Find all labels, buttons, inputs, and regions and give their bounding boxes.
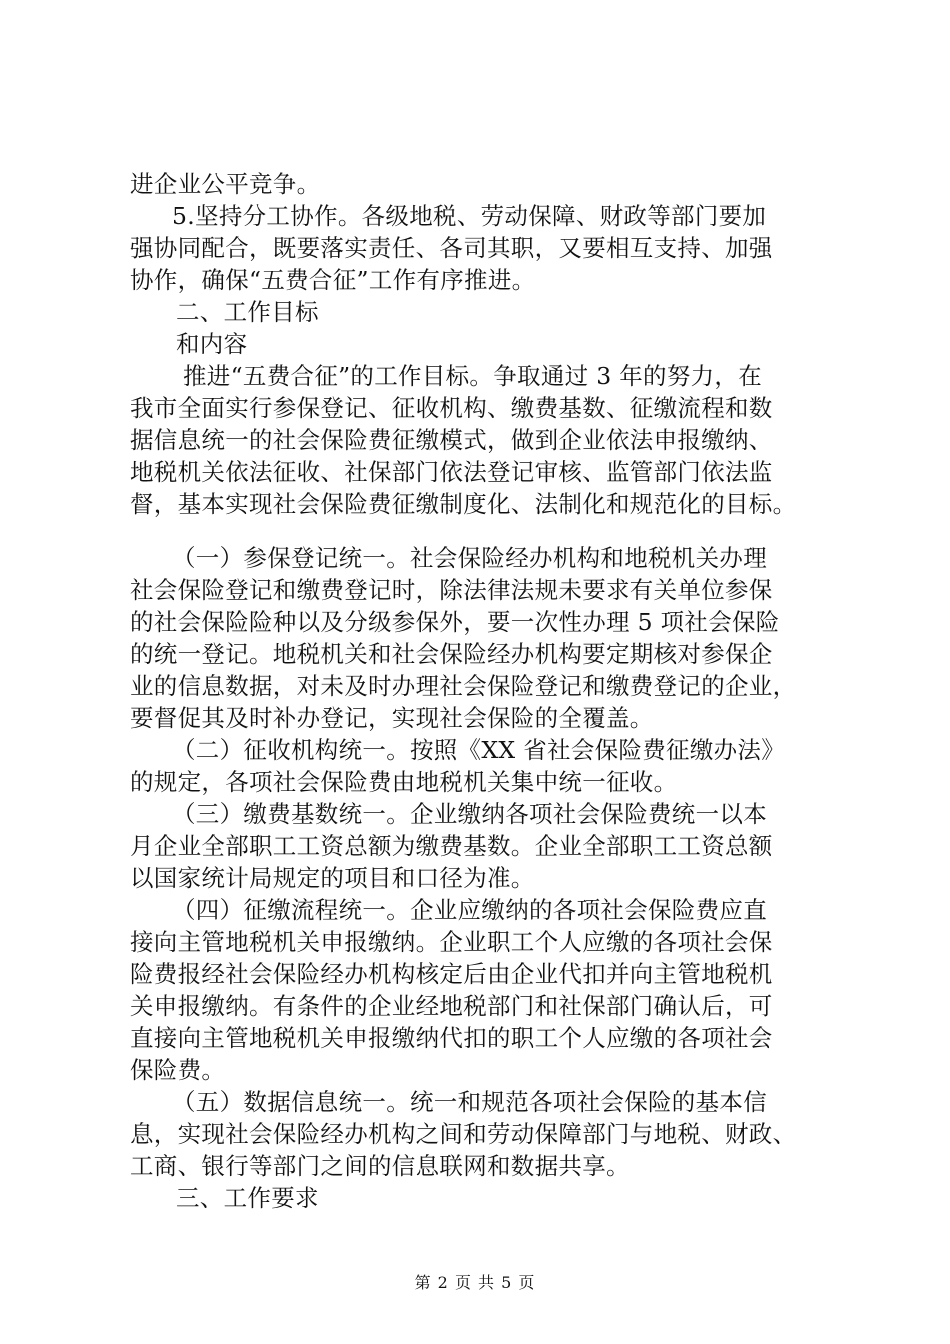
text-line: 社会保险登记和缴费登记时，除法律法规未要求有关单位参保 xyxy=(130,576,773,604)
text-line: 要督促其及时补办登记，实现社会保险的全覆盖。 xyxy=(130,704,654,732)
text-line: （一）参保登记统一。社会保险经办机构和地税机关办理 xyxy=(172,544,767,572)
text-line: 的统一登记。地税机关和社会保险经办机构要定期核对参保企 xyxy=(130,640,773,668)
text-line: （五）数据信息统一。统一和规范各项社会保险的基本信 xyxy=(172,1088,767,1116)
text-line: （三）缴费基数统一。企业缴纳各项社会保险费统一以本 xyxy=(172,800,767,828)
text-line: 月企业全部职工工资总额为缴费基数。企业全部职工工资总额 xyxy=(130,832,773,860)
text-line: 保险费。 xyxy=(130,1056,226,1084)
text-line: 进企业公平竞争。 xyxy=(130,170,321,198)
text-line: （四）征缴流程统一。企业应缴纳的各项社会保险费应直 xyxy=(172,896,767,924)
text-line: 业的信息数据，对未及时办理社会保险登记和缴费登记的企业， xyxy=(130,672,797,700)
page-number-footer: 第 2 页 共 5 页 xyxy=(414,1273,536,1292)
text-line: 据信息统一的社会保险费征缴模式，做到企业依法申报缴纳、 xyxy=(130,426,773,454)
text-line: 5.坚持分工协作。各级地税、劳动保障、财政等部门要加 xyxy=(172,202,767,230)
text-line: 的规定，各项社会保险费由地税机关集中统一征收。 xyxy=(130,768,678,796)
text-line: 直接向主管地税机关申报缴纳代扣的职工个人应缴的各项社会 xyxy=(130,1024,773,1052)
text-line: 险费报经社会保险经办机构核定后由企业代扣并向主管地税机 xyxy=(130,960,773,988)
text-line: 工商、银行等部门之间的信息联网和数据共享。 xyxy=(130,1152,630,1180)
section-heading: 三、工作要求 xyxy=(176,1184,319,1212)
text-line: 息，实现社会保险经办机构之间和劳动保障部门与地税、财政、 xyxy=(130,1120,797,1148)
text-line: 我市全面实行参保登记、征收机构、缴费基数、征缴流程和数 xyxy=(130,394,773,422)
text-line: 协作，确保“五费合征”工作有序推进。 xyxy=(130,266,536,294)
text-line: 和内容 xyxy=(176,330,248,358)
section-heading: 二、工作目标 xyxy=(176,298,319,326)
text-line: 督，基本实现社会保险费征缴制度化、法制化和规范化的目标。 xyxy=(130,490,797,518)
text-line: 接向主管地税机关申报缴纳。企业职工个人应缴的各项社会保 xyxy=(130,928,773,956)
text-line: 地税机关依法征收、社保部门依法登记审核、监管部门依法监 xyxy=(130,458,773,486)
text-line: 以国家统计局规定的项目和口径为准。 xyxy=(130,864,535,892)
text-line: 强协同配合，既要落实责任、各司其职，又要相互支持、加强 xyxy=(130,234,773,262)
text-line: （二）征收机构统一。按照《XX 省社会保险费征缴办法》 xyxy=(172,736,786,764)
text-line: 推进“五费合征”的工作目标。争取通过 3 年的努力，在 xyxy=(183,362,763,390)
text-line: 的社会保险险种以及分级参保外，要一次性办理 5 项社会保险 xyxy=(130,608,780,636)
text-line: 关申报缴纳。有条件的企业经地税部门和社保部门确认后，可 xyxy=(130,992,773,1020)
